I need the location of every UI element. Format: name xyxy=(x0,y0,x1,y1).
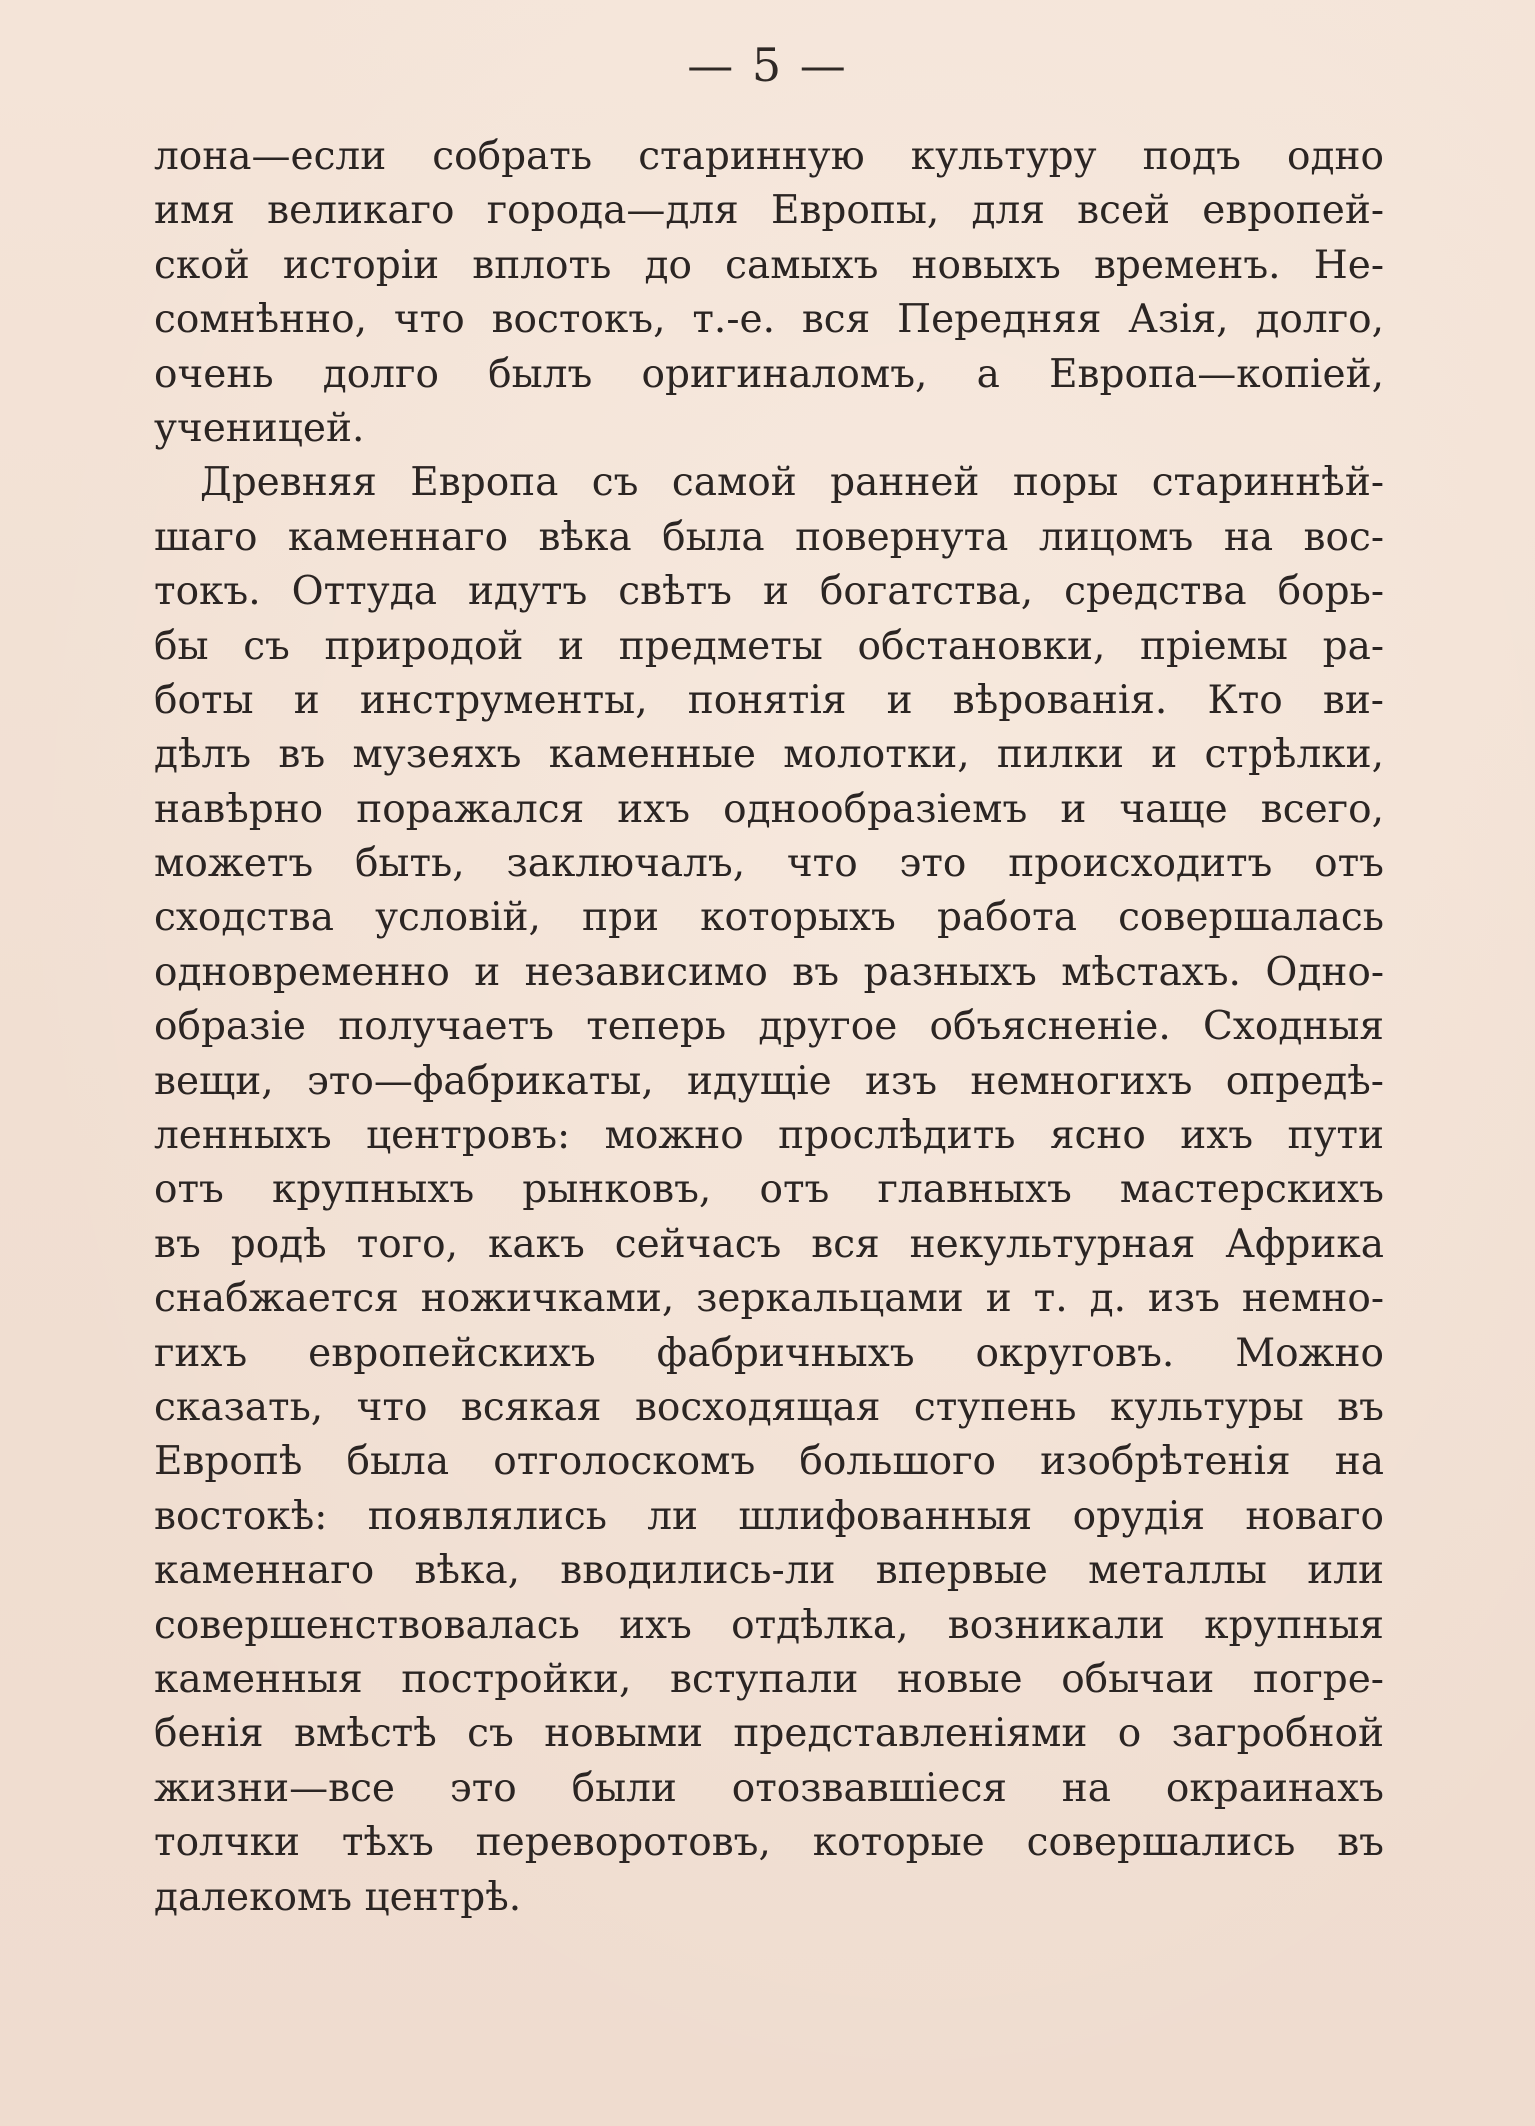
text-line: совершенствовалась ихъ отдѣлка, возникали крупныя xyxy=(154,1602,1384,1648)
text-line: лона—если собрать старинную культуру подъ одно xyxy=(154,134,1384,179)
text-line: отъ крупныхъ рынковъ, отъ главныхъ мастерскихъ xyxy=(154,1167,1384,1213)
text-line: востокѣ: появлялись ли шлифованныя орудія новаго xyxy=(154,1493,1384,1539)
text-line: можетъ быть, заключалъ, что это происходитъ отъ xyxy=(154,841,1384,887)
text-line: шаго каменнаго вѣка была повернута лицомъ на вос- xyxy=(154,514,1384,560)
text-line: сходства условій, при которыхъ работа совершалась xyxy=(154,895,1384,941)
text-line: Европѣ была отголоскомъ большого изобрѣтенія на xyxy=(154,1439,1384,1485)
text-line: бы съ природой и предметы обстановки, пріемы ра- xyxy=(154,623,1384,669)
paragraph-1 xyxy=(154,130,1384,456)
text-line: сказать, что всякая восходящая ступень культуры въ xyxy=(154,1384,1384,1430)
text-line: ученицей. xyxy=(154,405,365,451)
text-line: каменнаго вѣка, вводились-ли впервые металлы или xyxy=(154,1548,1384,1594)
text-line: бенія вмѣстѣ съ новыми представленіями о загробной xyxy=(154,1711,1384,1757)
text-line: жизни—все это были отозвавшіеся на окраинахъ xyxy=(154,1765,1384,1811)
text-line: очень долго былъ оригиналомъ, а Европа—копіей, xyxy=(154,351,1384,397)
text-line: образіе получаетъ теперь другое объясненіе. Сходныя xyxy=(154,1004,1384,1050)
text-line: Древняя Европа съ самой ранней поры стариннѣй- xyxy=(200,460,1384,506)
paragraph-2 xyxy=(154,456,1384,1925)
text-line: одновременно и независимо въ разныхъ мѣстахъ. Одно- xyxy=(154,949,1384,995)
text-line: снабжается ножичками, зеркальцами и т. д. изъ немно- xyxy=(154,1276,1384,1322)
text-line: ской исторіи вплоть до самыхъ новыхъ временъ. Не- xyxy=(154,242,1384,288)
text-line: имя великаго города—для Европы, для всей европей- xyxy=(154,188,1384,234)
text-line: вещи, это—фабрикаты, идущіе изъ немногихъ опредѣ- xyxy=(154,1058,1384,1104)
text-line: дѣлъ въ музеяхъ каменные молотки, пилки и стрѣлки, xyxy=(154,732,1384,778)
text-line: токъ. Оттуда идутъ свѣтъ и богатства, средства борь- xyxy=(154,569,1384,615)
text-body xyxy=(154,130,1384,1925)
page-number: — 5 — xyxy=(687,38,848,92)
text-line: гихъ европейскихъ фабричныхъ округовъ. Можно xyxy=(154,1330,1384,1376)
text-line: толчки тѣхъ переворотовъ, которые совершались въ xyxy=(154,1820,1384,1866)
text-line: въ родѣ того, какъ сейчасъ вся некультурная Африка xyxy=(154,1221,1384,1267)
text-line: сомнѣнно, что востокъ, т.-е. вся Передняя Азія, долго, xyxy=(154,297,1384,343)
text-line: навѣрно поражался ихъ однообразіемъ и чаще всего, xyxy=(154,786,1384,832)
text-line: каменныя постройки, вступали новые обычаи погре- xyxy=(154,1656,1384,1702)
text-line: ленныхъ центровъ: можно прослѣдить ясно ихъ пути xyxy=(154,1113,1384,1159)
text-line: боты и инструменты, понятія и вѣрованія. Кто ви- xyxy=(154,677,1384,723)
text-line: далекомъ центрѣ. xyxy=(154,1874,522,1920)
